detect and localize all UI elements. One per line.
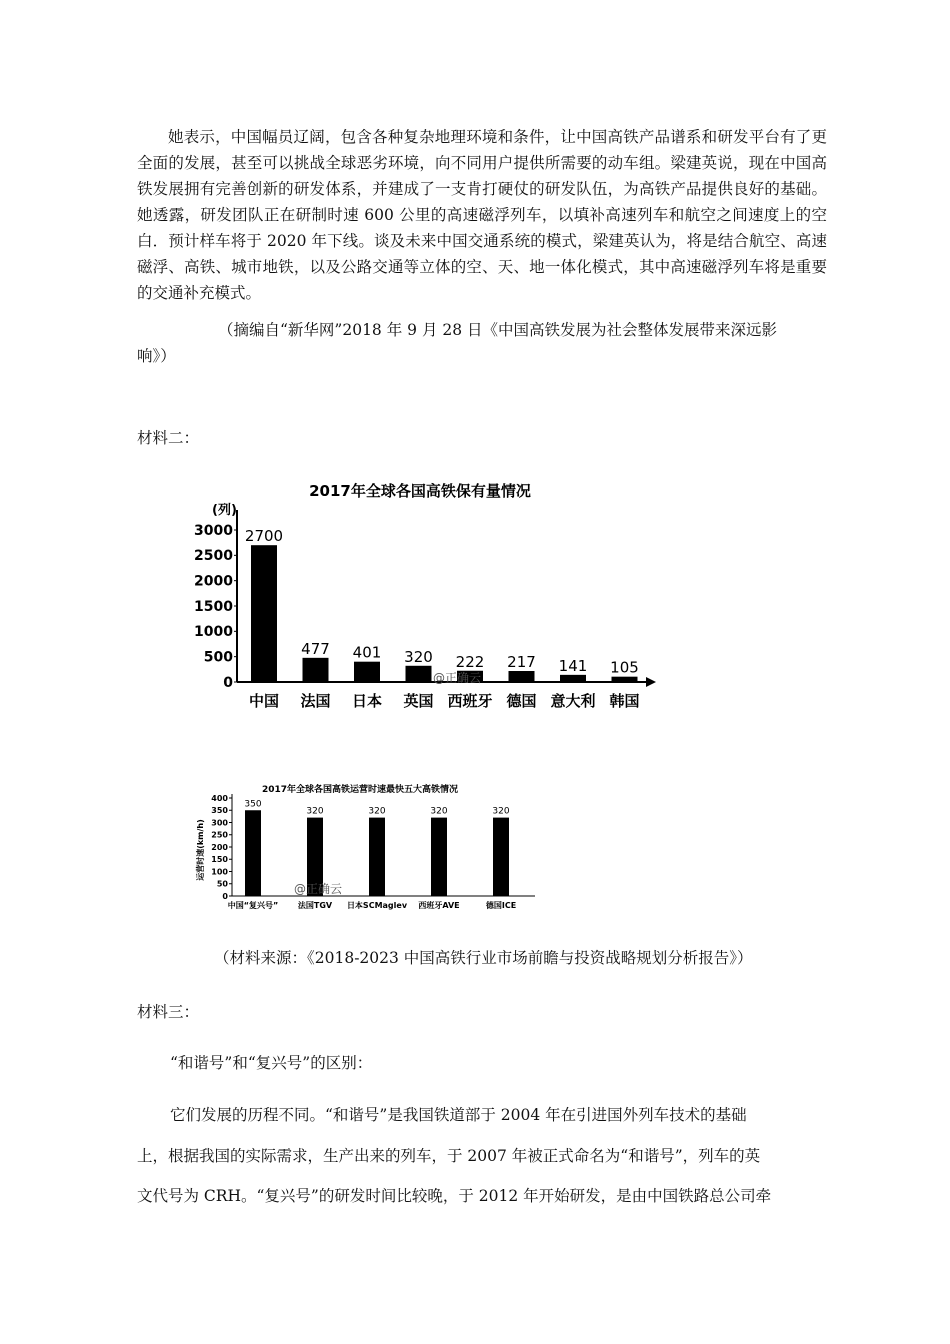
category-label: 西班牙 (447, 692, 493, 710)
source-note: （材料来源：《2018-2023 中国高铁行业市场前瞻与投资战略规划分析报告》） (214, 949, 753, 967)
chart1-x-arrow (646, 677, 656, 687)
category-label: 英国 (403, 692, 434, 710)
data-label: 350 (244, 799, 262, 810)
category-label: 中国 (248, 692, 280, 710)
para3-line-1: 它们发展的历程不同。“和谐号”是我国铁道部于 2004 年在引进国外列车技术的基础 (170, 1106, 747, 1124)
data-label: 222 (455, 652, 485, 671)
data-label: 401 (352, 643, 382, 662)
citation-line-2: 响》） (137, 347, 176, 365)
y-tick-label: 1500 (194, 598, 233, 615)
data-label: 320 (368, 806, 386, 817)
bar (431, 818, 447, 896)
data-label: 2700 (244, 527, 284, 546)
watermark-1: @正确云 (433, 671, 482, 685)
bar (560, 675, 586, 682)
y-tick-label: 200 (211, 842, 228, 852)
y-tick-label: 500 (203, 649, 233, 666)
watermark-2: @正确云 (294, 882, 343, 896)
category-label: 日本 (351, 692, 383, 710)
y-tick-label: 250 (211, 830, 228, 840)
category-label: 法国TGV (297, 901, 333, 910)
chart-fleet-size (190, 470, 670, 720)
category-label: 意大利 (550, 692, 596, 710)
y-tick-label: 350 (211, 806, 228, 816)
bar (251, 545, 277, 682)
y-tick-label: 50 (216, 879, 228, 889)
y-tick-label: 0 (222, 891, 228, 901)
y-tick-label: 3000 (194, 522, 233, 539)
chart1-ylabel: (列) (212, 503, 237, 518)
y-tick-label: 100 (211, 867, 228, 877)
data-label: 217 (507, 653, 536, 672)
bar (245, 810, 261, 896)
data-label: 477 (301, 639, 330, 658)
chart2-title: 2017年全球各国高铁运营时速最快五大高铁情况 (261, 785, 459, 795)
data-label: 320 (430, 806, 448, 817)
bar (612, 677, 638, 682)
category-label: 法国 (300, 692, 331, 710)
subheading: “和谐号”和“复兴号”的区别： (170, 1054, 373, 1072)
data-label: 320 (306, 806, 324, 817)
y-tick-label: 1000 (194, 624, 233, 641)
paragraph-1: 她表示，中国幅员辽阔，包含各种复杂地理环境和条件，让中国高铁产品谱系和研发平台有了更全面的发展，甚至可以挑战全球恶劣环境，向不同用户提供所需要的动车组。梁建英说，现在中国高铁发展拥有完善创新的研发体系，并建成了一支肯打硬仗的研发队伍，为高铁产品提供良好的基础。她透露，研发团队正在研制时速 600 公里的高速磁浮列车，以填补高速列车和航空之间速度上的空白．预计样车将于 2020 年下线。谈及未来中国交通系统的模式，梁建英认为，将是结合航空、高速磁浮、高铁、城市地铁，以及公路交通等立体的空、天、地一体化模式，其中高速磁浮列车将是重要的交通补充模式。 (137, 128, 827, 302)
chart1-title: 2017年全球各国高铁保有量情况 (309, 482, 531, 500)
y-tick-label: 150 (211, 855, 228, 865)
category-label: 日本SCMaglev (346, 901, 408, 910)
category-label: 德国 (506, 692, 537, 710)
bar (303, 658, 329, 682)
y-tick-label: 0 (223, 674, 233, 691)
bar (406, 666, 432, 682)
data-label: 320 (404, 647, 433, 666)
category-label: 韩国 (609, 692, 640, 710)
material-2-label: 材料二： (137, 429, 200, 447)
y-tick-label: 2000 (194, 573, 233, 590)
category-label: 西班牙AVE (418, 901, 460, 910)
bar (509, 671, 535, 682)
bar (493, 818, 509, 896)
data-label: 141 (558, 656, 588, 675)
y-tick-label: 300 (211, 818, 228, 828)
chart2-ylabel: 运营时速(km/h) (196, 819, 205, 881)
category-label: 德国ICE (485, 901, 517, 910)
data-label: 320 (492, 806, 510, 817)
chart-top-speed (190, 778, 550, 918)
data-label: 105 (610, 658, 639, 677)
bar (354, 662, 380, 682)
bar (369, 818, 385, 896)
citation-line-1: （摘编自“新华网”2018 年 9 月 28 日《中国高铁发展为社会整体发展带来深远影 (218, 321, 778, 339)
y-tick-label: 400 (211, 793, 228, 803)
para3-line-3: 文代号为 CRH。“复兴号”的研发时间比较晚，于 2012 年开始研发，是由中国铁路总公司牵 (137, 1187, 772, 1205)
material-3-label: 材料三： (137, 1003, 200, 1021)
category-label: 中国“复兴号” (227, 901, 279, 910)
para3-line-2: 上，根据我国的实际需求，生产出来的列车，于 2007 年被正式命名为“和谐号”，列车的英 (137, 1147, 761, 1165)
y-tick-label: 2500 (194, 548, 233, 565)
